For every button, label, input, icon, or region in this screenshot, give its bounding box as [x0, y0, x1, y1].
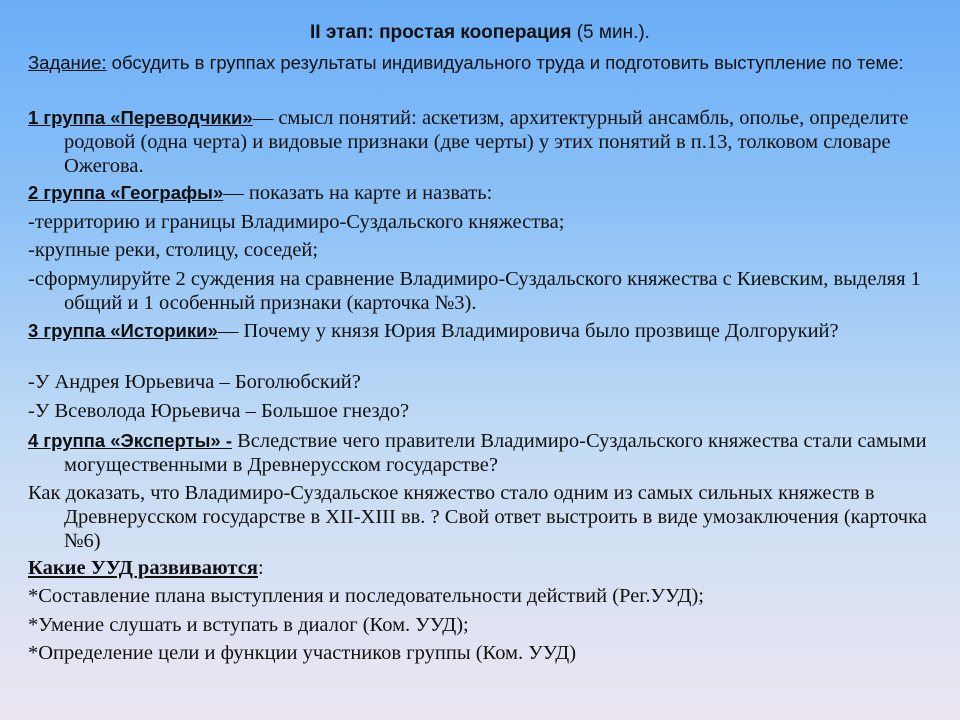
uud-line-1: *Составление плана выступления и последовательности действий (Рег.УУД);	[28, 585, 704, 607]
uud-line-1-row	[28, 584, 948, 608]
group-4-text: Вследствие чего правители Владимиро-Суздальского княжества стали самыми могущественными в Древнерусском государстве?	[64, 430, 927, 476]
expert-question: Как доказать, что Владимиро-Суздальское княжество стало одним из самых сильных княжеств в Древнерусском государстве в XII-XIII вв. ? Свой ответ выстроить в виде умозаключения (карточка №6)	[28, 482, 927, 552]
group-3-text: — Почему у князя Юрия Владимировича было прозвище Долгорукий?	[217, 320, 839, 342]
group-2-lead: 2 группа «Географы»	[28, 182, 224, 203]
group-1-lead: 1 группа «Переводчики»	[28, 107, 253, 128]
item-1	[28, 106, 948, 178]
uud-heading: Какие УУД развиваются	[28, 557, 258, 579]
uud-line-3-row	[28, 641, 948, 665]
item-2	[28, 181, 948, 205]
item-10	[28, 481, 948, 553]
item-4	[28, 238, 948, 262]
geo-line-2: -крупные реки, столицу, соседей;	[28, 239, 319, 261]
geo-line-3: -сформулируйте 2 суждения на сравнение Владимиро-Суздальского княжества с Киевским, выделяя 1 общий и 1 особенный признаки (карточка №3).	[28, 268, 921, 314]
hist-line-1: -У Андрея Юрьевича – Боголюбский?	[28, 371, 361, 393]
task-paragraph	[28, 52, 948, 74]
item-5	[28, 267, 948, 315]
item-8	[28, 399, 948, 423]
item-6	[28, 319, 948, 343]
item-9	[28, 429, 948, 477]
geo-line-1: -территорию и границы Владимиро-Суздальского княжества;	[28, 211, 565, 233]
item-7	[28, 370, 948, 394]
uud-colon: :	[257, 557, 264, 579]
uud-line-2: *Умение слушать и вступать в диалог (Ком. УУД);	[28, 614, 469, 636]
item-3	[28, 210, 948, 234]
hist-line-2: -У Всеволода Юрьевича – Большое гнездо?	[28, 400, 410, 422]
title-rest: (5 мин.).	[571, 22, 650, 43]
group-1-text: — смысл понятий: аскетизм, архитектурный ансамбль, ополье, определите родовой (одна черта) и видовые признаки (две черты) у этих понятий в п.13, толковом словаре Ожегова.	[64, 107, 909, 177]
group-2-text: — показать на карте и назвать:	[223, 182, 493, 204]
group-3-lead: 3 группа «Историки»	[28, 320, 218, 341]
task-text: обсудить в группах результаты индивидуального труда и подготовить выступление по теме:	[106, 52, 904, 73]
title-bold: II этап: простая кооперация	[310, 22, 572, 43]
group-4-lead: 4 группа «Эксперты» -	[28, 430, 232, 451]
slide-title	[0, 22, 960, 44]
task-label: Задание:	[28, 52, 107, 73]
uud-heading-row	[28, 556, 948, 580]
uud-line-2-row	[28, 613, 948, 637]
uud-line-3: *Определение цели и функции участников группы (Ком. УУД)	[28, 642, 577, 664]
